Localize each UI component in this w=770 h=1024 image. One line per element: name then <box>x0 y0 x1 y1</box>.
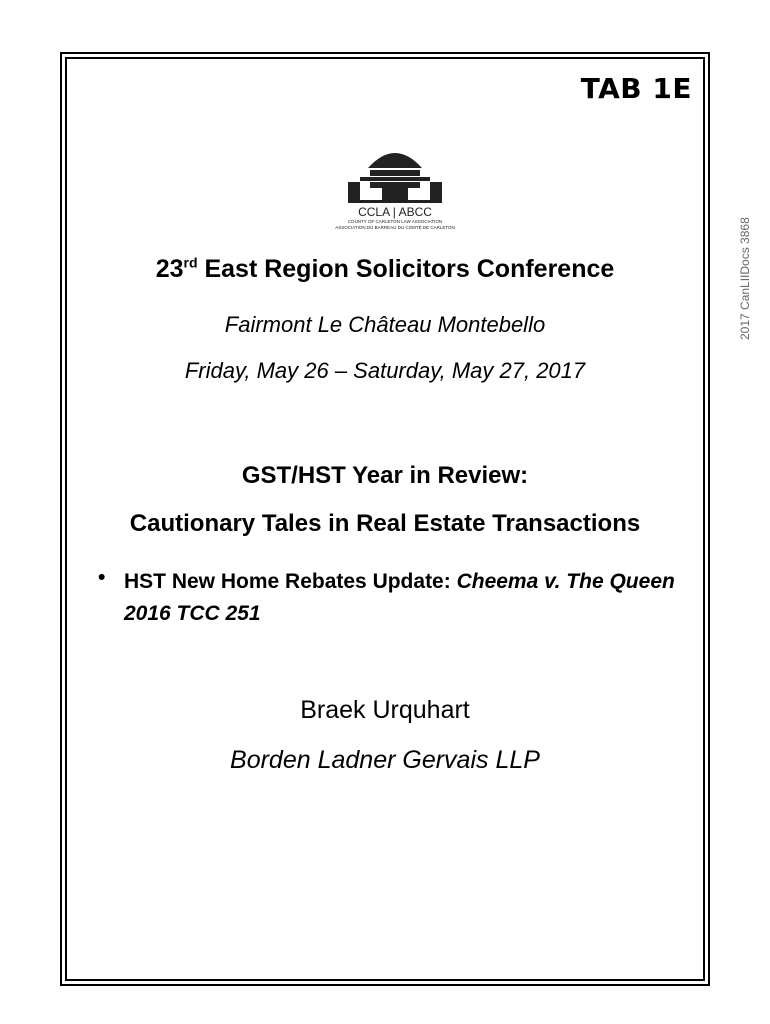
paper-subtitle: Cautionary Tales in Real Estate Transactions <box>129 510 641 537</box>
paper-title: GST/HST Year in Review: <box>241 462 529 489</box>
logo-text-main: CCLA | ABCC <box>358 205 432 219</box>
conference-dates: Friday, May 26 – Saturday, May 27, 2017 <box>184 358 586 383</box>
logo-text-line1: COUNTY OF CARLETON LAW ASSOCIATION <box>347 219 443 224</box>
ccla-building-icon <box>330 140 460 230</box>
conference-title <box>70 255 700 284</box>
conference-ordinal-suffix: rd <box>183 254 198 271</box>
conference-ordinal: 23 <box>155 255 184 283</box>
conference-venue: Fairmont Le Château Montebello <box>224 312 546 337</box>
conference-title-text: East Region Solicitors Conference <box>197 255 615 283</box>
topic-italic-text: Cheema v. The Queen 2016 TCC 251 <box>124 570 675 625</box>
bullet-dot-icon: • <box>98 566 106 589</box>
tab-label: TAB 1E <box>580 72 692 105</box>
logo-text-line2: ASSOCIATION DU BARREAU DU COMTÉ DE CARLETON <box>335 225 455 230</box>
canlii-stamp: 2017 CanLIIDocs 3868 <box>738 217 752 340</box>
author-name: Braek Urquhart <box>300 696 470 724</box>
topic-text <box>124 566 684 630</box>
ccla-abcc-logo <box>330 140 460 230</box>
topic-bold-text: HST New Home Rebates Update: <box>124 570 457 593</box>
author-firm: Borden Ladner Gervais LLP <box>230 746 540 774</box>
